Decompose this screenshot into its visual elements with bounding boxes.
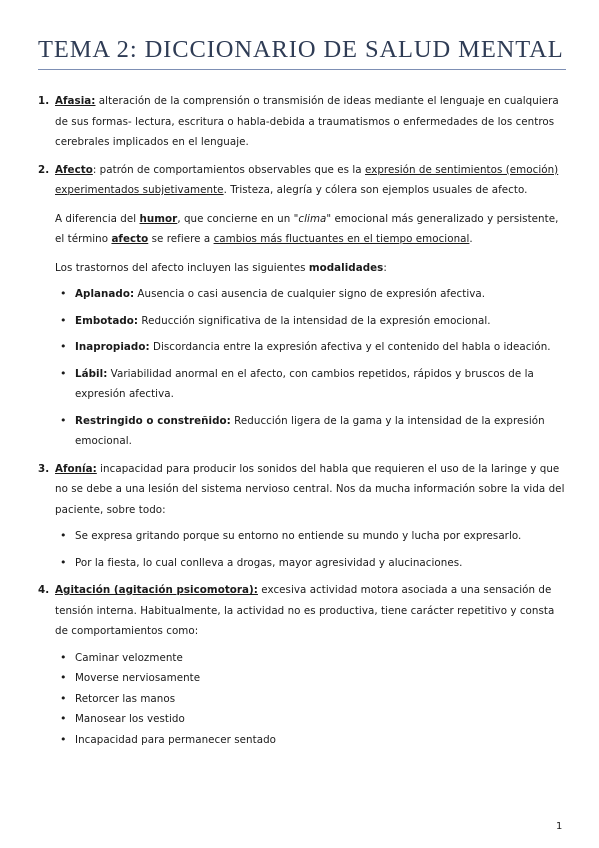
list-item: • Retorcer las manos xyxy=(38,689,566,710)
entry-agitacion xyxy=(38,580,566,642)
underlined-phrase: cambios más fluctuantes en el tiempo emocional xyxy=(213,233,470,245)
term-clima: clima xyxy=(298,212,327,225)
page-title: TEMA 2: DICCIONARIO DE SALUD MENTAL xyxy=(38,36,564,63)
entry-number: 1. xyxy=(38,95,50,107)
afonia-list xyxy=(38,526,566,573)
affect-modalities-list xyxy=(38,284,566,452)
entry-number: 2. xyxy=(38,163,50,176)
paragraph-modalidades: Los trastornos del afecto incluyen las siguientes modalidades: xyxy=(55,261,387,274)
entry-definition xyxy=(55,91,566,153)
entry-afonia xyxy=(38,459,566,521)
list-item: • Aplanado: Ausencia o casi ausencia de cualquier signo de expresión afectiva. xyxy=(38,284,566,305)
list-item: • Moverse nerviosamente xyxy=(38,668,566,689)
entry-term: Afecto xyxy=(55,163,93,176)
list-item: • Por la fiesta, lo cual conlleva a drogas, mayor agresividad y alucinaciones. xyxy=(38,553,566,574)
entry-afasia xyxy=(38,91,566,153)
agitacion-list xyxy=(38,648,566,751)
term-humor: humor xyxy=(139,212,178,225)
page-number: 1 xyxy=(556,821,563,832)
underlined-phrase: expresión de sentimientos (emoción) experimentados subjetivamente xyxy=(55,163,559,196)
list-item: • Incapacidad para permanecer sentado xyxy=(38,730,566,751)
entry-text: alteración de la comprensión o transmisión de ideas mediante el lenguaje en cualquiera de sus formas- lectura, escritura o habla-debida a traumatismos o enfermedades de los centros cerebrales implicados en el lenguaje. xyxy=(55,95,559,148)
entry-definition xyxy=(55,459,566,521)
list-item: • Se expresa gritando porque su entorno no entiende su mundo y lucha por expresarlo. xyxy=(38,526,566,547)
list-item: • Inapropiado: Discordancia entre la expresión afectiva y el contenido del habla o ideación. xyxy=(38,337,566,358)
entry-text: incapacidad para producir los sonidos del habla que requieren el uso de la laringe y que no se debe a una lesión del sistema nervioso central. Nos da mucha información sobre la vida del paciente, sobre todo: xyxy=(55,462,565,516)
title-underline xyxy=(38,69,566,70)
term-afecto: afecto xyxy=(111,233,149,245)
entry-term: Afasia: xyxy=(55,95,96,107)
document-body xyxy=(38,91,566,750)
entry-text: excesiva actividad motora asociada a una sensación de tensión interna. Habitualmente, la actividad no es productiva, tiene carácter repetitivo y consta de comportamientos como: xyxy=(55,584,555,637)
paragraph-humor: A diferencia del humor, que concierne en un "clima" emocional más generalizado y persistente, el término afecto se refiere a cambios más fluctuantes en el tiempo emocional. xyxy=(55,212,559,245)
list-item: • Caminar velozmente xyxy=(38,648,566,669)
list-item: • Embotado: Reducción significativa de la intensidad de la expresión emocional. xyxy=(38,311,566,332)
list-item: • Lábil: Variabilidad anormal en el afecto, con cambios repetidos, rápidos y bruscos de la expresión afectiva. xyxy=(38,364,566,405)
entry-afecto xyxy=(38,160,566,279)
entry-definition: Afecto: patrón de comportamientos observables que es la expresión de sentimientos (emoción) experimentados subjetivamente. Tristeza, alegría y cólera son ejemplos usuales de afecto. xyxy=(55,163,559,196)
entry-number: 4. xyxy=(38,584,50,596)
entry-term: Agitación (agitación psicomotora): xyxy=(55,584,258,596)
entry-number: 3. xyxy=(38,462,50,475)
entry-term: Afonía: xyxy=(55,462,97,475)
term-modalidades: modalidades xyxy=(308,261,384,274)
list-item: • Restringido o constreñido: Reducción ligera de la gama y la intensidad de la expresión emocional. xyxy=(38,411,566,452)
entry-definition xyxy=(55,580,566,642)
list-item: • Manosear los vestido xyxy=(38,709,566,730)
